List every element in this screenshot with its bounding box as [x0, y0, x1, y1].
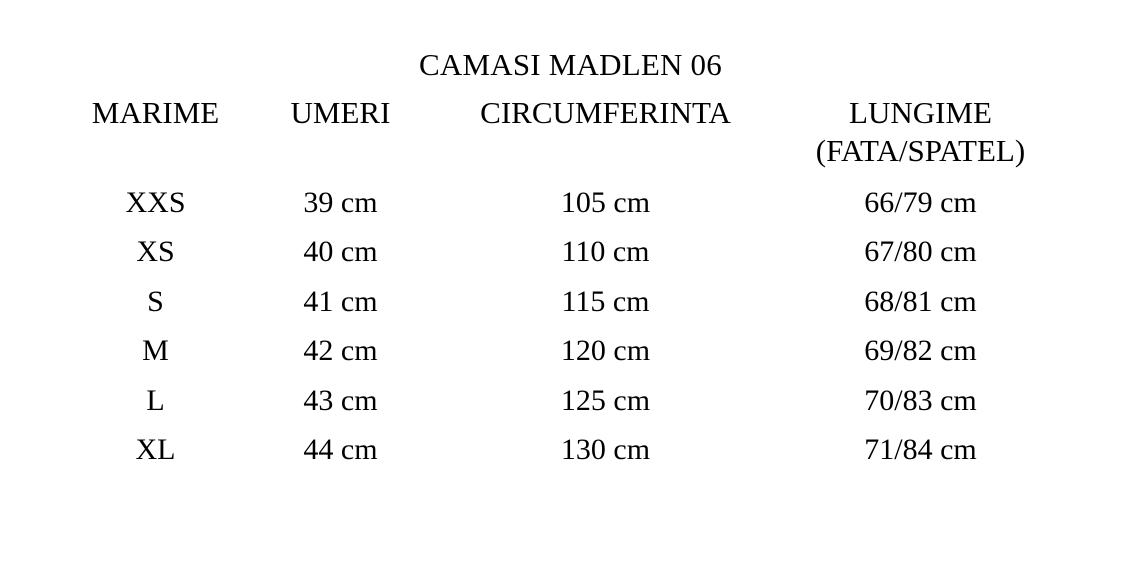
- cell-length: 71/84 cm: [864, 433, 977, 467]
- cell-shoulders: 41 cm: [303, 284, 378, 318]
- cell-shoulders: 44 cm: [303, 433, 378, 467]
- cell-length: 70/83 cm: [864, 383, 977, 417]
- cell-shoulders: 40 cm: [303, 235, 378, 269]
- column-header-length-main: LUNGIME: [849, 95, 992, 131]
- cell-shoulders: 43 cm: [303, 383, 378, 417]
- column-header-length: [771, 94, 1071, 178]
- cell-length: 68/81 cm: [864, 284, 977, 318]
- cell-size: L: [146, 383, 165, 417]
- cell-shoulders: 39 cm: [303, 185, 378, 219]
- column-header-length-sub: (FATA/SPATEL): [815, 132, 1026, 168]
- cell-length: 69/82 cm: [864, 334, 977, 368]
- cell-circumference: 130 cm: [560, 433, 651, 467]
- cell-circumference: 105 cm: [560, 185, 651, 219]
- table-row: [71, 425, 1071, 475]
- table-row: [71, 178, 1071, 228]
- cell-size: XXS: [125, 185, 186, 219]
- size-chart-document: [0, 48, 1141, 588]
- table-row: [71, 326, 1071, 376]
- column-header-circumference: CIRCUMFERINTA: [480, 95, 731, 131]
- cell-circumference: 110 cm: [561, 235, 650, 269]
- table-header-row: [71, 94, 1071, 178]
- column-header-shoulders: UMERI: [290, 95, 391, 131]
- cell-size: XS: [136, 235, 175, 269]
- table-row: [71, 277, 1071, 327]
- cell-circumference: 120 cm: [560, 334, 651, 368]
- cell-size: M: [142, 334, 169, 368]
- page-title: CAMASI MADLEN 06: [419, 47, 722, 82]
- size-chart-table: [71, 94, 1071, 475]
- table-body: [71, 178, 1071, 475]
- cell-length: 66/79 cm: [864, 185, 977, 219]
- table-header: [71, 94, 1071, 178]
- cell-size: S: [147, 284, 164, 318]
- cell-circumference: 115 cm: [561, 284, 650, 318]
- cell-length: 67/80 cm: [864, 235, 977, 269]
- cell-shoulders: 42 cm: [303, 334, 378, 368]
- column-header-size: MARIME: [91, 95, 220, 131]
- table-row: [71, 227, 1071, 277]
- cell-size: XL: [135, 433, 176, 467]
- cell-circumference: 125 cm: [560, 383, 651, 417]
- table-row: [71, 376, 1071, 426]
